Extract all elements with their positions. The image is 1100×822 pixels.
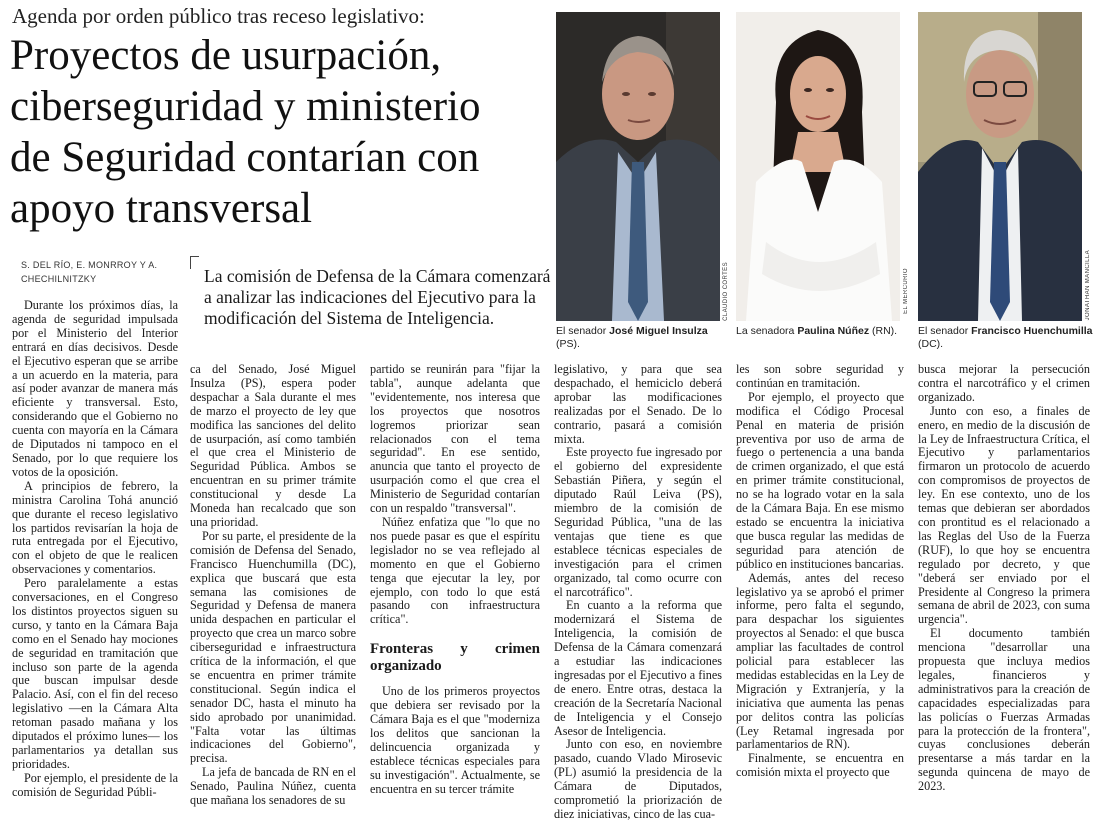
caption-insulza bbox=[556, 325, 726, 351]
headline-line: apoyo transversal bbox=[10, 185, 313, 232]
paragraph: La jefa de bancada de RN en el Senado, Paulina Núñez, cuenta que mañana los senadores de su bbox=[190, 765, 356, 808]
paragraph: ca del Senado, José Miguel Insulza (PS), espera poder despachar a Sala durante el mes de marzo el proyecto de ley que modifica las sanciones del delito de usurpación, así como también el que crea el Ministerio de Seguridad Pública. Ambos se encuentran en su primer trámite constitucional y desde La Moneda han recalcado que son una prioridad. bbox=[190, 362, 356, 529]
photo-credit-huenchumilla: JONATHAN MANCILLA bbox=[1085, 250, 1091, 321]
photo-insulza bbox=[556, 12, 720, 321]
kicker: Agenda por orden público tras receso legislativo: bbox=[12, 4, 425, 28]
caption-pre: La senadora bbox=[736, 325, 798, 337]
photo-credit-nunez: EL MERCURIO bbox=[903, 268, 909, 314]
headline bbox=[10, 30, 550, 234]
caption-nunez bbox=[736, 325, 906, 338]
paragraph: Por ejemplo, el proyecto que modifica el Código Procesal Penal en materia de prisión preventiva por uso de arma de fuego o pertenencia a una banda de crimen organizado, el que está en primer trámite constitucional, no se ha logrado votar en la sala de la Cámara Baja. En ese mismo estado se encuentra la iniciativa que busca regular las medidas de seguridad para atención de público en instituciones bancarias. bbox=[736, 389, 904, 571]
paragraph: Por su parte, el presidente de la comisión de Defensa del Senado, Francisco Huenchumilla (DC), explica que buscará que esta semana las comisiones de Seguridad y Defensa de manera unida despachen en particular el proyecto que crea un marco sobre ciberseguridad e infraestructura crítica de la información, el que se encuentra en primer trámite constitucional. Según indica el senador DC, hasta el minuto ha sido aprobado por unanimidad. "Falta votar las últimas indicaciones del Gobierno", precisa. bbox=[190, 528, 356, 766]
paragraph: partido se reunirán para "fijar la tabla", aunque adelanta que "evidentemente, nos interesa que los proyectos que nosotros logremos priorizar sean relacionados con el tema seguridad". En ese sentido, anuncia que tanto el proyecto de usurpación como el que crea el Ministerio de Seguridad contarían con un respaldo "transversal". bbox=[370, 362, 540, 516]
pull-quote-bracket bbox=[190, 256, 199, 269]
headline-line: de Seguridad contarían con bbox=[10, 134, 480, 181]
byline: S. DEL RÍO, E. MONRROY Y A. CHECHILNITZKY bbox=[21, 260, 158, 284]
caption-name: Francisco Huenchumilla bbox=[971, 325, 1093, 337]
paragraph: Por ejemplo, el presidente de la comisión de Seguridad Públi- bbox=[12, 770, 178, 799]
headline-line: Proyectos de usurpación, bbox=[10, 32, 442, 79]
paragraph: Finalmente, se encuentra en comisión mixta el proyecto que bbox=[736, 751, 904, 780]
paragraph: En cuanto a la reforma que modernizará el Sistema de Inteligencia, la comisión de Defensa de la Cámara comenzará a estudiar las indicaciones ingresadas por el Ejecutivo a fines de enero. Entre otras, destaca la creación de la Secretaría Nacional de Inteligencia y el Consejo Asesor de Inteligencia. bbox=[554, 598, 722, 738]
caption-pre: El senador bbox=[918, 325, 972, 337]
photo-credit-insulza: CLAUDIO CORTÉS bbox=[723, 262, 729, 321]
paragraph: Uno de los primeros proyectos que debiera ser revisado por la Cámara Baja es el que "moderniza los delitos que sancionan la delincuencia organizada y establece técnicas especiales para su investigación". Actualmente, se encuentra en su tercer trámite bbox=[370, 684, 540, 796]
headline-line: ciberseguridad y ministerio bbox=[10, 83, 481, 130]
caption-post: (DC). bbox=[918, 338, 944, 350]
section-subheading: Fronteras y crimen organizado bbox=[370, 641, 540, 675]
paragraph: Pero paralelamente a estas conversaciones, en el Congreso los distintos proyectos siguen su curso, y tanto en la Cámara Baja como en el Senado hay mociones de seguridad en tramitación que incluso son parte de la agenda que buscan impulsar desde Palacio. Así, con el fin del receso legislativo —en la Cámara Alta retoman pasado mañana y los diputados el próximo lunes— los parlamentarios ya detallan sus prioridades. bbox=[12, 576, 178, 771]
article-column-3 bbox=[370, 362, 540, 796]
caption-name: Paulina Núñez bbox=[797, 325, 870, 337]
paragraph: Durante los próximos días, la agenda de seguridad impulsada por el Ministerio del Interior entrará en días decisivos. Desde el Ejecutivo esperan que se arribe a un acuerdo en la materia, para así poder avanzar de manera más eficiente y transversal. Esto, considerando que el Gobierno no cuenta con mayoría en la Cámara de Diputados ni tampoco en el Senado, por lo que requiere los votos de la oposición. bbox=[12, 298, 178, 479]
caption-huenchumilla bbox=[918, 325, 1096, 351]
paragraph: Núñez enfatiza que "lo que no nos puede pasar es que el espíritu legislador no se vea reflejado al momento en que el Gobierno tenga que ejecutar la ley, por ejemplo, con todo lo que está pasando con infraestructura crítica". bbox=[370, 514, 540, 627]
article-column-4 bbox=[554, 362, 722, 821]
article-column-2 bbox=[190, 362, 356, 808]
caption-post: (RN). bbox=[869, 325, 898, 337]
paragraph: busca mejorar la persecución contra el narcotráfico y el crimen organizado. bbox=[918, 362, 1090, 404]
paragraph: les son sobre seguridad y continúan en tramitación. bbox=[736, 362, 904, 390]
paragraph: Este proyecto fue ingresado por el gobierno del expresidente Sebastián Piñera, y según el diputado Raúl Leiva (PS), miembro de la comisión de Seguridad Pública, "una de las ventajas que tiene es que establece técnicas especiales de investigación para el crimen organizado, tal como ocurre con el narcotráfico". bbox=[554, 445, 722, 599]
caption-pre: El senador bbox=[556, 325, 610, 337]
paragraph: A principios de febrero, la ministra Carolina Tohá anunció que durante el receso legislativo los partidos revisarían la hoja de ruta entregada por el Ejecutivo, con el objeto de que le realicen observaciones y comentarios. bbox=[12, 478, 178, 577]
pull-quote: La comisión de Defensa de la Cámara comenzará a analizar las indicaciones del Ejecutivo para la modificación del Sistema de Inteligencia. bbox=[204, 266, 551, 328]
article-column-5 bbox=[736, 362, 904, 780]
paragraph: Junto con eso, en noviembre pasado, cuando Vlado Mirosevic (PL) asumió la presidencia de la Cámara de Diputados, comprometió la priorización de diez iniciativas, cinco de las cua- bbox=[554, 737, 722, 821]
paragraph: legislativo, y para que sea despachado, el hemiciclo deberá aprobar las modificaciones realizadas por el Senado. De lo contrario, pasará a comisión mixta. bbox=[554, 362, 722, 446]
caption-name: José Miguel Insulza bbox=[609, 325, 708, 337]
article-column-6 bbox=[918, 362, 1090, 794]
article-column-1 bbox=[12, 298, 178, 799]
paragraph: El documento también menciona "desarrollar una propuesta que incluya medios legales, financieros y administrativos para la creación de capacidades especializadas para las policías o Fuerzas Armadas para la protección de la frontera", cuyas conclusiones deberán presentarse a más tardar en la segunda quincena de mayo de 2023. bbox=[918, 626, 1090, 794]
photo-huenchumilla bbox=[918, 12, 1082, 321]
caption-post: (PS). bbox=[556, 338, 580, 350]
paragraph: Junto con eso, a finales de enero, en medio de la discusión de la Ley de Infraestructura Crítica, el Ejecutivo y parlamentarios firmaron un protocolo de acuerdo con compromisos de proyectos de ley. En ese contexto, uno de los temas que debieran ser abordados con prontitud es el relacionado a las Reglas del Uso de la Fuerza (RUF), lo que hoy se encuentra regulado por decreto, y que "deberá ser enviado por el Presidente al Congreso la primera semana de abril de 2023, con suma urgencia". bbox=[918, 403, 1090, 627]
photo-nunez bbox=[736, 12, 900, 321]
paragraph: Además, antes del receso legislativo ya se aprobó el primer informe, pero falta el segundo, para despachar los siguientes proyectos al Senado: el que busca ampliar las facultades de control policial para establecer las medidas establecidas en la Ley de Migración y Extranjería, y la iniciativa que aumenta las penas por delitos contra las policías (Ley Retamal ingresada por parlamentarios de RN). bbox=[736, 570, 904, 752]
